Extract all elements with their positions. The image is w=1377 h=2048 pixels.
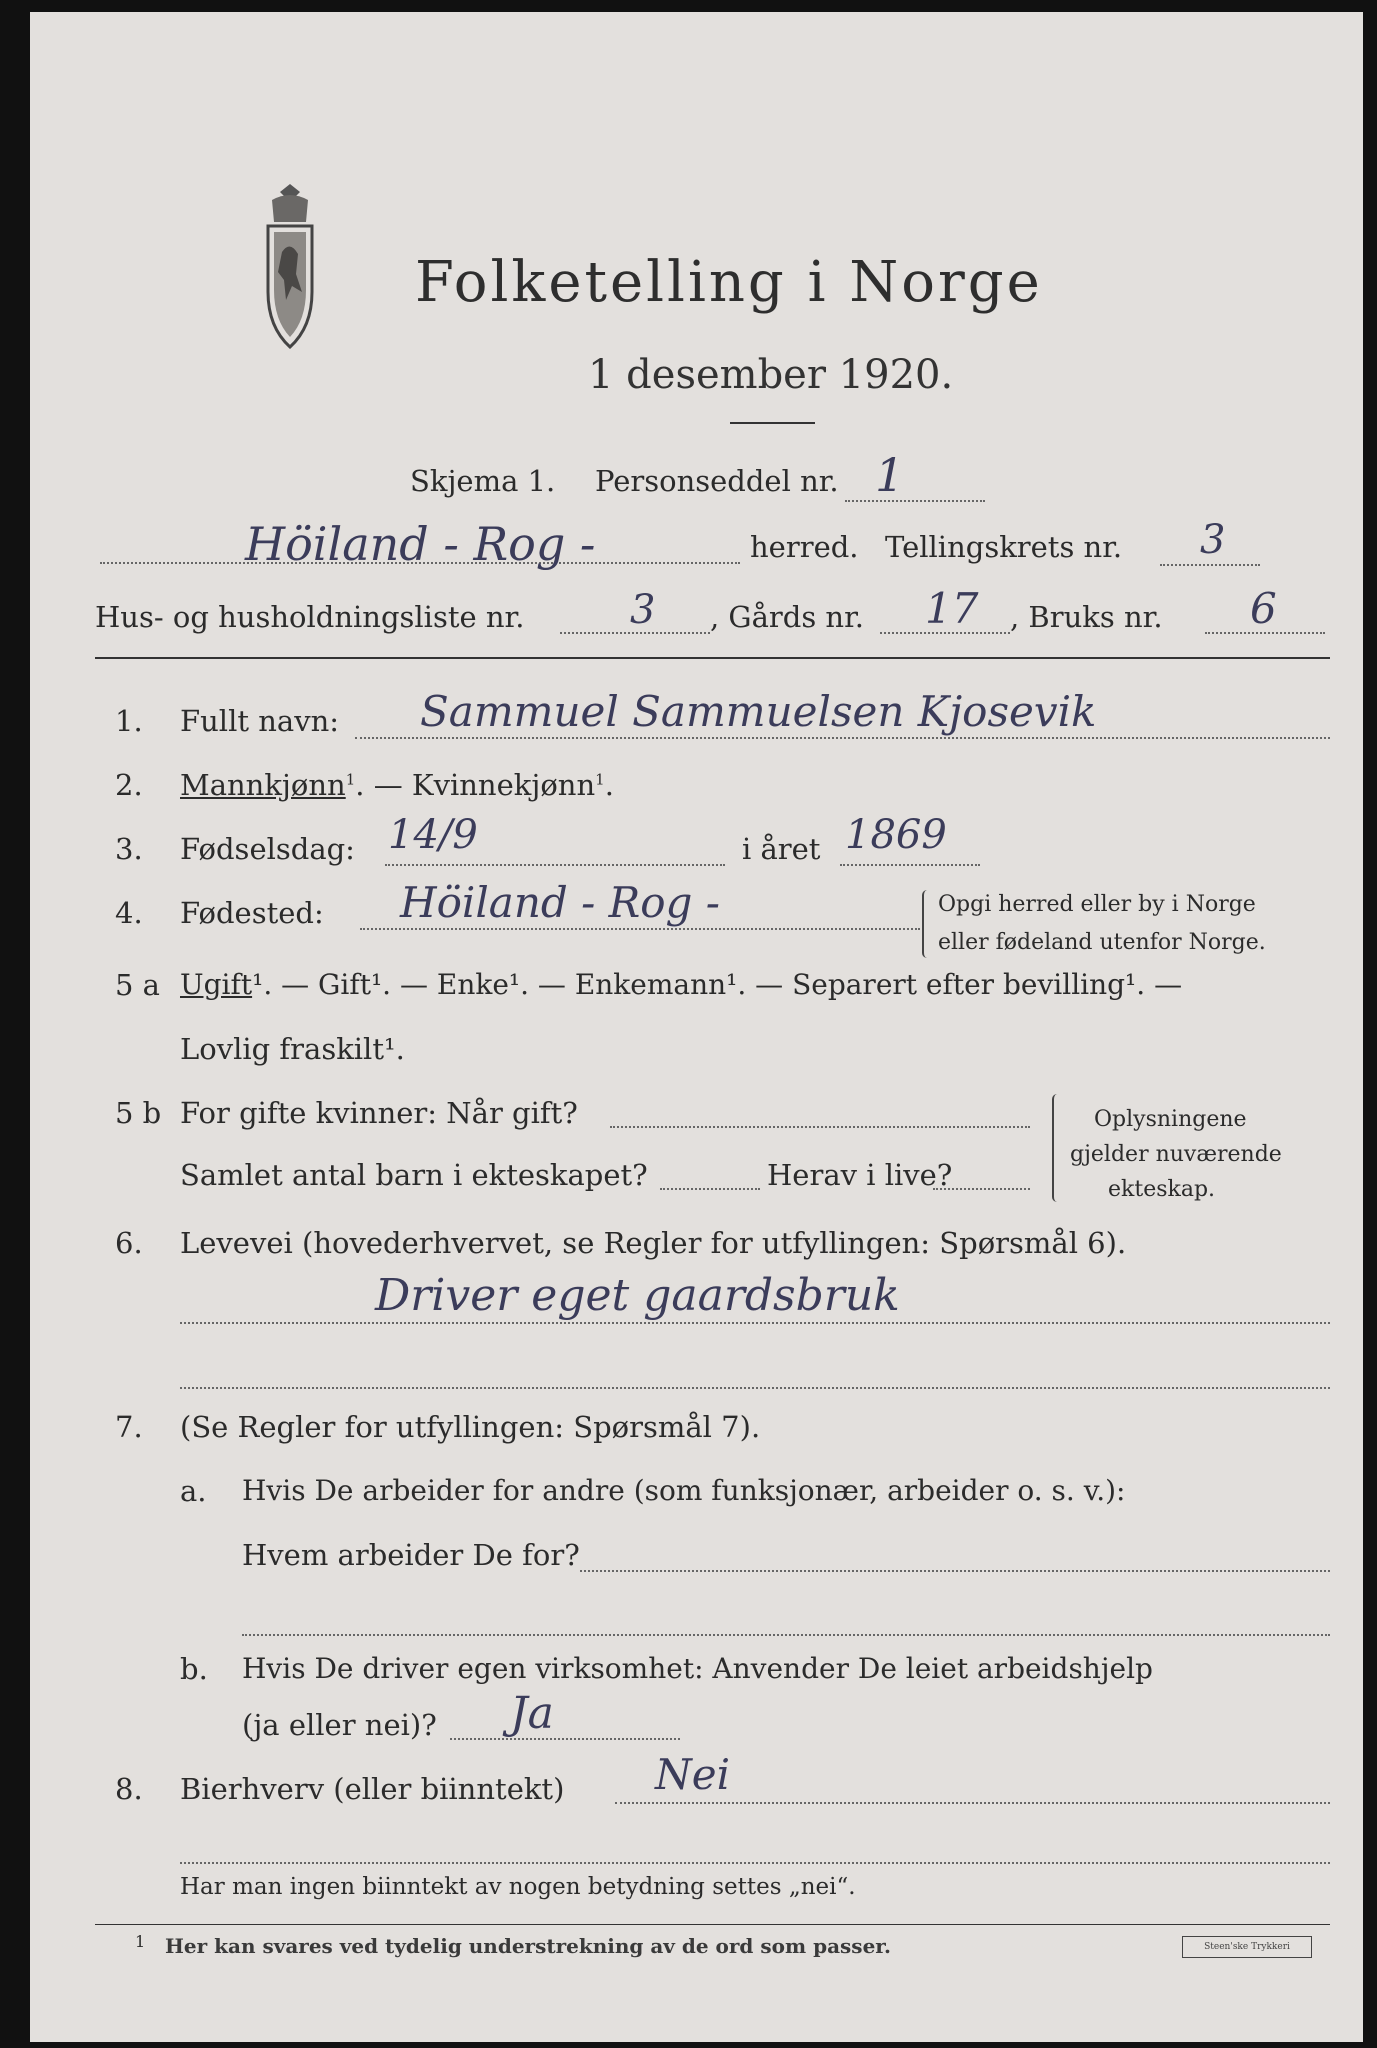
q7b-number: b. bbox=[180, 1652, 208, 1686]
census-form-page bbox=[30, 12, 1363, 2042]
form-title: Folketelling i Norge bbox=[415, 250, 1043, 315]
marital-unmarried-option[interactable]: Ugift bbox=[180, 968, 253, 1001]
q4-note-line1: Opgi herred eller by i Norge bbox=[938, 892, 1256, 917]
q6-label: Levevei (hovederhvervet, se Regler for utfyllingen: Spørsmål 6). bbox=[180, 1226, 1127, 1260]
q5a-line2: Lovlig fraskilt¹. bbox=[180, 1032, 405, 1066]
q1-number: 1. bbox=[115, 704, 143, 738]
tellingskrets-value[interactable]: 3 bbox=[1200, 517, 1226, 563]
census-date: 1 desember 1920. bbox=[588, 352, 954, 398]
sex-female-option[interactable]: Kvinnekjønn bbox=[411, 768, 596, 802]
q4-line bbox=[360, 928, 920, 930]
q7b-line bbox=[450, 1738, 680, 1740]
q3-number: 3. bbox=[115, 832, 143, 866]
footnote-text: Her kan svares ved tydelig understrekning av de ord som passer. bbox=[165, 1934, 891, 1958]
bruks-label: , Bruks nr. bbox=[1010, 600, 1163, 634]
q5b-note3: ekteskap. bbox=[1108, 1177, 1216, 1202]
q1-label: Fullt navn: bbox=[180, 704, 340, 738]
q5b-note1: Oplysningene bbox=[1094, 1107, 1247, 1132]
birthplace-value[interactable]: Höiland - Rog - bbox=[400, 878, 720, 927]
q7a-label2: Hvem arbeider De for? bbox=[242, 1538, 580, 1572]
q7a-line1 bbox=[580, 1570, 1330, 1572]
q5b-married-line bbox=[610, 1126, 1030, 1128]
bruks-value[interactable]: 6 bbox=[1250, 584, 1277, 633]
title-divider bbox=[730, 422, 815, 424]
norwegian-coat-of-arms-icon bbox=[250, 182, 330, 352]
tellingskrets-label: Tellingskrets nr. bbox=[885, 530, 1123, 564]
personseddel-line bbox=[845, 500, 985, 502]
q4-number: 4. bbox=[115, 896, 143, 930]
q5a-number: 5 a bbox=[115, 968, 160, 1002]
q5b-number: 5 b bbox=[115, 1096, 162, 1130]
q2-dash: . — bbox=[355, 768, 412, 802]
q3-year-label: i året bbox=[742, 832, 821, 866]
birth-date-value[interactable]: 14/9 bbox=[388, 812, 478, 858]
q6-line1 bbox=[180, 1322, 1330, 1324]
footer-divider bbox=[95, 1924, 1330, 1925]
q7a-label: Hvis De arbeider for andre (som funksjonær, arbeider o. s. v.): bbox=[242, 1474, 1126, 1507]
q5a-other-options: ¹. — Gift¹. — Enke¹. — Enkemann¹. — Separert efter bevilling¹. — bbox=[252, 968, 1183, 1001]
q8-line1 bbox=[615, 1802, 1330, 1804]
q4-label: Fødested: bbox=[180, 896, 324, 930]
q2-number: 2. bbox=[115, 768, 143, 802]
q5b-brace bbox=[1052, 1094, 1062, 1202]
q2-sup-1: 1 bbox=[345, 770, 356, 789]
header-divider bbox=[95, 657, 1330, 659]
q3-day-line bbox=[385, 864, 725, 866]
personseddel-value[interactable]: 1 bbox=[875, 448, 905, 502]
q7-label: (Se Regler for utfyllingen: Spørsmål 7). bbox=[180, 1410, 761, 1444]
schema-label: Skjema 1. bbox=[410, 464, 556, 498]
q7b-label2: (ja eller nei)? bbox=[242, 1708, 437, 1742]
q5b-note2: gjelder nuværende bbox=[1070, 1142, 1282, 1167]
q8-number: 8. bbox=[115, 1772, 143, 1806]
q7a-number: a. bbox=[180, 1474, 207, 1508]
q5b-children-line bbox=[660, 1188, 760, 1190]
hired-help-value[interactable]: Ja bbox=[510, 1688, 554, 1739]
q3-year-line bbox=[840, 864, 980, 866]
occupation-value[interactable]: Driver eget gaardsbruk bbox=[375, 1270, 900, 1321]
gards-value[interactable]: 17 bbox=[925, 584, 979, 633]
herred-value[interactable]: Höiland - Rog - bbox=[245, 517, 596, 571]
q7b-label: Hvis De driver egen virksomhet: Anvender De leiet arbeidshjelp bbox=[242, 1652, 1153, 1685]
q1-line bbox=[355, 737, 1330, 739]
q5b-label1: For gifte kvinner: Når gift? bbox=[180, 1096, 578, 1130]
hus-label: Hus- og husholdningsliste nr. bbox=[95, 600, 525, 634]
personseddel-label: Personseddel nr. bbox=[595, 464, 839, 498]
sex-male-option[interactable]: Mannkjønn bbox=[180, 768, 346, 802]
q5b-alive-line bbox=[933, 1188, 1030, 1190]
side-income-value[interactable]: Nei bbox=[655, 1750, 731, 1799]
q8-label: Bierhverv (eller biinntekt) bbox=[180, 1772, 565, 1806]
full-name-value[interactable]: Sammuel Sammuelsen Kjosevik bbox=[420, 687, 1097, 736]
q5a-options bbox=[180, 968, 1182, 1001]
footer-note: Har man ingen biinntekt av nogen betydning settes „nei“. bbox=[180, 1874, 856, 1900]
herred-label: herred. bbox=[750, 530, 859, 564]
birth-year-value[interactable]: 1869 bbox=[845, 812, 947, 858]
q4-brace bbox=[922, 890, 932, 958]
tellingskrets-line bbox=[1160, 564, 1260, 566]
q6-number: 6. bbox=[115, 1226, 143, 1260]
q5b-label2: Samlet antal barn i ekteskapet? bbox=[180, 1158, 648, 1192]
q8-line2 bbox=[180, 1862, 1330, 1864]
q3-label: Fødselsdag: bbox=[180, 832, 355, 866]
printer-stamp: Steen'ske Trykkeri bbox=[1182, 1936, 1312, 1958]
hus-value[interactable]: 3 bbox=[630, 587, 656, 633]
q2-end: . bbox=[604, 768, 614, 802]
q4-note-line2: eller fødeland utenfor Norge. bbox=[938, 930, 1266, 955]
q5b-label3: Herav i live? bbox=[767, 1158, 953, 1192]
q2-sup-2: 1 bbox=[595, 770, 605, 789]
q7-number: 7. bbox=[115, 1410, 143, 1444]
q6-line2 bbox=[180, 1387, 1330, 1389]
q2-sex-options bbox=[180, 768, 614, 802]
q7a-line2 bbox=[242, 1634, 1330, 1636]
footnote-number: 1 bbox=[135, 1932, 146, 1951]
gards-label: , Gårds nr. bbox=[710, 600, 864, 634]
